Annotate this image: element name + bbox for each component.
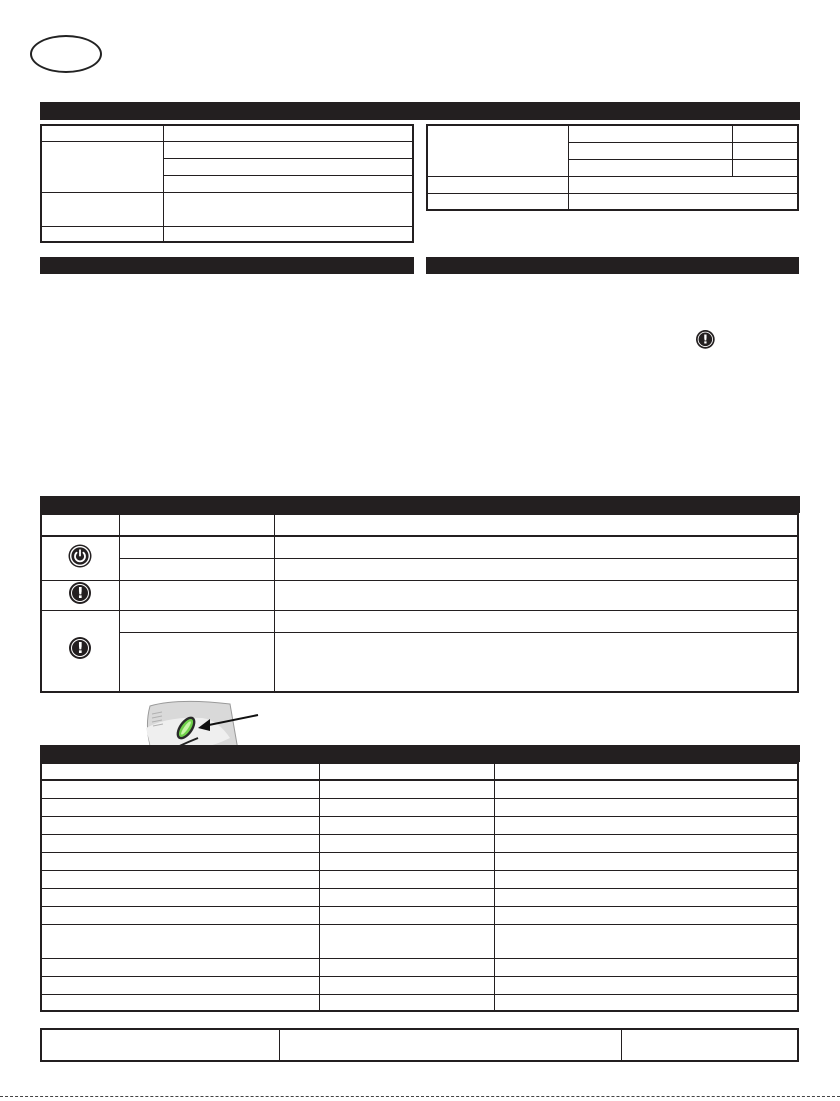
table-row (41, 780, 798, 798)
footer-table (40, 1028, 799, 1062)
indicator-icon-cell (41, 536, 119, 580)
alert-icon (69, 582, 91, 604)
indicator-cell (274, 580, 798, 610)
footer-cell (279, 1029, 621, 1061)
spec-cell (568, 176, 798, 193)
indicator-cell (119, 610, 274, 632)
indicator-table (40, 513, 799, 693)
language-badge (30, 35, 102, 73)
footer-cell (621, 1029, 798, 1061)
indicator-header-cell (119, 514, 274, 536)
spec-cell (568, 159, 732, 176)
spec-cell (163, 192, 413, 226)
page-edge-dashes (0, 1096, 840, 1097)
indicator-cell (274, 536, 798, 558)
indicator-cell (274, 558, 798, 580)
table-row (41, 906, 798, 924)
spec-cell (568, 142, 732, 159)
indicator-cell (274, 610, 798, 632)
spec-cell (163, 158, 413, 175)
data-table (40, 762, 799, 1012)
inline-alert-icon (696, 330, 716, 350)
spec-cell (163, 226, 413, 242)
spec-cell (427, 193, 568, 210)
spec-cell (427, 176, 568, 193)
spec-table-left (40, 124, 414, 243)
indicator-icon-cell (41, 610, 119, 692)
indicator-cell (274, 632, 798, 692)
indicators-header-bar (40, 496, 800, 513)
indicator-header-cell (41, 514, 119, 536)
left-section-header-bar (40, 257, 414, 274)
indicator-cell (119, 558, 274, 580)
table-row (41, 870, 798, 888)
table-header-cell (319, 763, 494, 780)
specifications-header-bar (40, 102, 800, 120)
table-header-cell (41, 763, 319, 780)
spec-cell (732, 125, 798, 142)
spec-cell (568, 125, 732, 142)
table-row (41, 852, 798, 870)
data-table-header-bar (40, 745, 800, 762)
table-row (41, 958, 798, 976)
spec-cell (732, 159, 798, 176)
table-header-cell (494, 763, 798, 780)
spec-cell (427, 125, 568, 176)
table-row (41, 816, 798, 834)
spec-cell (41, 141, 163, 192)
indicator-cell (119, 580, 274, 610)
indicator-cell (119, 632, 274, 692)
table-row (41, 798, 798, 816)
power-icon (68, 544, 92, 568)
spec-cell (163, 175, 413, 192)
table-row (41, 994, 798, 1011)
spec-cell (41, 192, 163, 226)
spec-cell (732, 142, 798, 159)
alert-icon (69, 637, 91, 659)
table-row (41, 976, 798, 994)
table-row (41, 888, 798, 906)
spec-cell (41, 125, 163, 141)
indicator-icon-cell (41, 580, 119, 610)
table-row (41, 924, 798, 958)
footer-cell (41, 1029, 279, 1061)
spec-cell (163, 141, 413, 158)
table-row (41, 834, 798, 852)
indicator-header-cell (274, 514, 798, 536)
spec-cell (163, 125, 413, 141)
spec-table-right (426, 124, 799, 211)
spec-cell (568, 193, 798, 210)
right-section-header-bar (426, 257, 799, 274)
spec-cell (41, 226, 163, 242)
indicator-cell (119, 536, 274, 558)
